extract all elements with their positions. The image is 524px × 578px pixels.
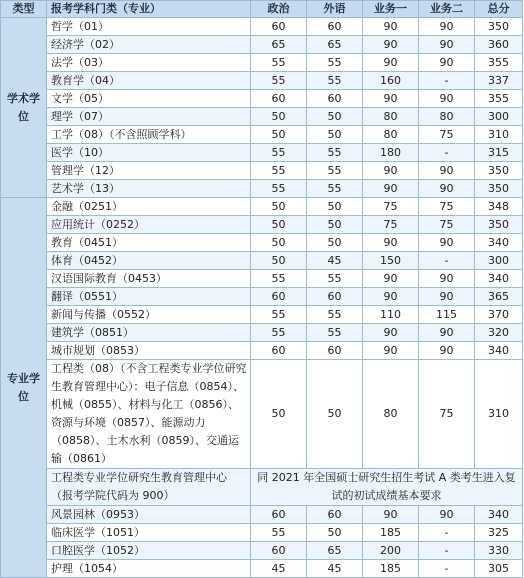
course2-cell: 90 [419,54,475,72]
course2-cell: 75 [419,126,475,144]
politics-cell: 60 [251,288,307,306]
course1-cell: 90 [363,506,419,524]
politics-cell: 55 [251,180,307,198]
course2-cell: 90 [419,180,475,198]
foreign-cell: 55 [307,162,363,180]
total-cell: 300 [475,108,523,126]
course2-cell: - [419,144,475,162]
subject-cell: 新闻与传播（0552） [47,306,251,324]
course2-cell: 75 [419,198,475,216]
politics-cell: 55 [251,54,307,72]
course2-cell: 90 [419,234,475,252]
total-cell: 340 [475,234,523,252]
course2-cell: 90 [419,270,475,288]
politics-cell: 55 [251,524,307,542]
course2-cell: 90 [419,288,475,306]
header-total: 总分 [475,1,523,18]
table-row [1,90,523,108]
politics-cell: 50 [251,252,307,270]
course1-cell: 90 [363,90,419,108]
politics-cell: 50 [251,216,307,234]
table-row [1,560,523,578]
foreign-cell: 65 [307,36,363,54]
politics-cell: 50 [251,360,307,469]
total-cell: 365 [475,288,523,306]
table-row [1,306,523,324]
course1-cell: 200 [363,542,419,560]
course2-cell: - [419,252,475,270]
course1-cell: 90 [363,54,419,72]
politics-cell: 65 [251,36,307,54]
subject-cell: 城市规划（0853） [47,342,251,360]
subject-cell: 教育学（04） [47,72,251,90]
course1-cell: 185 [363,560,419,578]
politics-cell: 55 [251,162,307,180]
table-row [1,162,523,180]
course1-cell: 80 [363,360,419,469]
foreign-cell: 50 [307,234,363,252]
course1-cell: 90 [363,162,419,180]
course2-cell: - [419,72,475,90]
course1-cell: 80 [363,126,419,144]
foreign-cell: 50 [307,216,363,234]
category-academic: 学术学位 [1,18,47,198]
total-cell: 315 [475,144,523,162]
foreign-cell: 45 [307,560,363,578]
table-row [1,324,523,342]
politics-cell: 55 [251,270,307,288]
subject-cell: 教育（0451） [47,234,251,252]
total-cell: 355 [475,54,523,72]
total-cell: 305 [475,560,523,578]
total-cell: 310 [475,360,523,469]
foreign-cell: 50 [307,524,363,542]
table-row [1,144,523,162]
course1-cell: 90 [363,234,419,252]
subject-cell: 管理学（12） [47,162,251,180]
foreign-cell: 60 [307,506,363,524]
course2-cell: - [419,524,475,542]
course2-cell: 115 [419,306,475,324]
total-cell: 340 [475,342,523,360]
politics-cell: 60 [251,342,307,360]
course2-cell: 90 [419,90,475,108]
foreign-cell: 55 [307,72,363,90]
table-row [1,54,523,72]
politics-cell: 50 [251,234,307,252]
total-cell: 350 [475,162,523,180]
total-cell: 348 [475,198,523,216]
header-course1: 业务一 [363,1,419,18]
center-row [1,469,523,506]
subject-cell: 应用统计（0252） [47,216,251,234]
foreign-cell: 60 [307,342,363,360]
politics-cell: 55 [251,306,307,324]
course1-cell: 110 [363,306,419,324]
total-cell: 310 [475,126,523,144]
total-cell: 360 [475,36,523,54]
subject-cell: 金融（0251） [47,198,251,216]
foreign-cell: 50 [307,108,363,126]
foreign-cell: 50 [307,198,363,216]
course2-cell: - [419,560,475,578]
total-cell: 330 [475,542,523,560]
subject-cell: 翻译（0551） [47,288,251,306]
table-row [1,180,523,198]
course1-cell: 90 [363,18,419,36]
table-row [1,506,523,524]
table-row [1,216,523,234]
course1-cell: 185 [363,524,419,542]
subject-cell: 法学（03） [47,54,251,72]
total-cell: 340 [475,506,523,524]
course1-cell: 80 [363,108,419,126]
subject-cell: 文学（05） [47,90,251,108]
course2-cell: 80 [419,108,475,126]
course2-cell: - [419,542,475,560]
foreign-cell: 55 [307,54,363,72]
course2-cell: 90 [419,506,475,524]
foreign-cell: 60 [307,288,363,306]
table-row [1,108,523,126]
course1-cell: 180 [363,144,419,162]
politics-cell: 55 [251,324,307,342]
header-subject: 报考学科门类（专业） [47,1,251,18]
engineering-row [1,360,523,469]
course1-cell: 75 [363,198,419,216]
foreign-cell: 65 [307,542,363,560]
course1-cell: 90 [363,288,419,306]
subject-cell: 护理（1054） [47,560,251,578]
subject-cell: 艺术学（13） [47,180,251,198]
subject-cell: 体育（0452） [47,252,251,270]
table-row [1,72,523,90]
course1-cell: 90 [363,342,419,360]
foreign-cell: 60 [307,90,363,108]
total-cell: 340 [475,270,523,288]
politics-cell: 60 [251,90,307,108]
center-note: 同 2021 年全国硕士研究生招生考试 A 类考生进入复试的初试成绩基本要求 [251,469,523,506]
course2-cell: 75 [419,360,475,469]
total-cell: 350 [475,18,523,36]
table-row [1,252,523,270]
header-row [1,1,523,18]
header-type: 类型 [1,1,47,18]
total-cell: 350 [475,180,523,198]
course2-cell: 90 [419,36,475,54]
foreign-cell: 60 [307,18,363,36]
total-cell: 370 [475,306,523,324]
category-professional: 专业学位 [1,198,47,578]
table-row [1,18,523,36]
politics-cell: 60 [251,542,307,560]
politics-cell: 50 [251,126,307,144]
foreign-cell: 55 [307,180,363,198]
table-row [1,270,523,288]
course1-cell: 150 [363,252,419,270]
table-row [1,542,523,560]
table-row [1,524,523,542]
course2-cell: 75 [419,216,475,234]
header-course2: 业务二 [419,1,475,18]
table-row [1,234,523,252]
course1-cell: 90 [363,180,419,198]
politics-cell: 60 [251,18,307,36]
foreign-cell: 55 [307,306,363,324]
table-row [1,36,523,54]
course1-cell: 90 [363,324,419,342]
table-row [1,198,523,216]
foreign-cell: 55 [307,270,363,288]
subject-cell: 经济学（02） [47,36,251,54]
subject-cell: 临床医学（1051） [47,524,251,542]
course2-cell: 90 [419,18,475,36]
foreign-cell: 50 [307,126,363,144]
foreign-cell: 45 [307,252,363,270]
foreign-cell: 50 [307,360,363,469]
course2-cell: 90 [419,324,475,342]
course1-cell: 75 [363,216,419,234]
subject-cell: 哲学（01） [47,18,251,36]
total-cell: 337 [475,72,523,90]
total-cell: 355 [475,90,523,108]
subject-cell: 汉语国际教育（0453） [47,270,251,288]
total-cell: 325 [475,524,523,542]
total-cell: 350 [475,216,523,234]
subject-cell: 工程类（08）（不含工程类专业学位研究生教育管理中心）：电子信息（0854）、机械（0855）、材料与化工（0856）、资源与环境（0857）、能源动力（0858）、土木水利（0859）、交通运输（0861） [47,360,251,469]
subject-cell: 理学（07） [47,108,251,126]
subject-cell: 风景园林（0953） [47,506,251,524]
foreign-cell: 55 [307,144,363,162]
course2-cell: 90 [419,162,475,180]
header-politics: 政治 [251,1,307,18]
total-cell: 300 [475,252,523,270]
politics-cell: 55 [251,144,307,162]
table-row [1,126,523,144]
table-row [1,288,523,306]
course1-cell: 160 [363,72,419,90]
subject-cell: 工程类专业学位研究生教育管理中心（报考学院代码为 900） [47,469,251,506]
subject-cell: 口腔医学（1052） [47,542,251,560]
table-row [1,342,523,360]
course1-cell: 90 [363,270,419,288]
header-foreign: 外语 [307,1,363,18]
politics-cell: 50 [251,108,307,126]
subject-cell: 建筑学（0851） [47,324,251,342]
politics-cell: 55 [251,72,307,90]
politics-cell: 45 [251,560,307,578]
politics-cell: 60 [251,506,307,524]
total-cell: 320 [475,324,523,342]
politics-cell: 50 [251,198,307,216]
subject-cell: 医学（10） [47,144,251,162]
subject-cell: 工学（08）（不含照顾学科） [47,126,251,144]
course2-cell: 90 [419,342,475,360]
course1-cell: 90 [363,36,419,54]
foreign-cell: 55 [307,324,363,342]
